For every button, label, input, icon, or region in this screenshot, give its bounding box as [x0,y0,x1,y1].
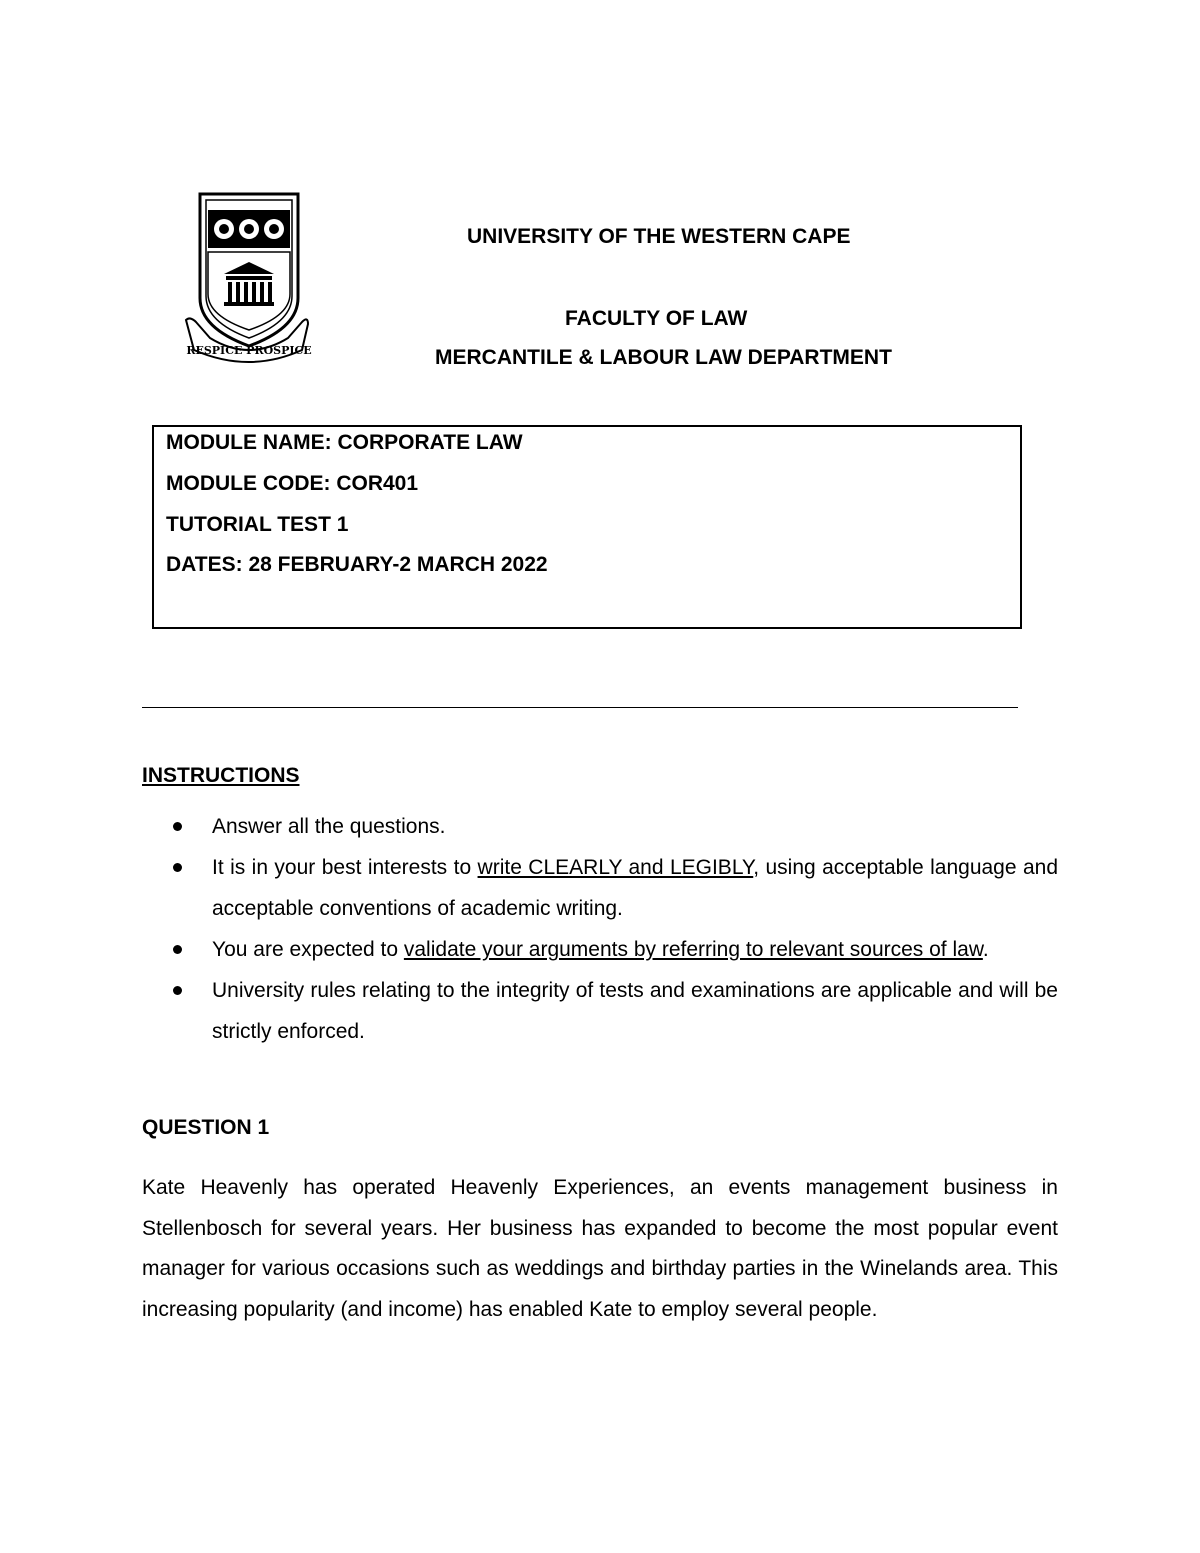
test-dates: DATES: 28 FEBRUARY-2 MARCH 2022 [166,553,548,576]
bullet-icon [173,863,182,872]
instruction-item: University rules relating to the integrity of tests and examinations are applicable and will be strictly enforced. [142,970,1058,1052]
emphasis-underline: write CLEARLY and LEGIBLY [477,856,754,879]
module-info-box [152,425,1022,629]
department-title: MERCANTILE & LABOUR LAW DEPARTMENT [435,346,892,369]
question-1-body: Kate Heavenly has operated Heavenly Experiences, an events management business in Stellenbosch for several years. Her business has expanded to become the most popular event manager for various occasions such as weddings and birthday parties in the Winelands area. This increasing popularity (and income) has enabled Kate to employ several people. [142,1176,1058,1321]
university-title: UNIVERSITY OF THE WESTERN CAPE [467,225,851,248]
bullet-icon [173,945,182,954]
instruction-item: You are expected to validate your arguments by referring to relevant sources of law. [142,929,1058,970]
test-title: TUTORIAL TEST 1 [166,513,349,536]
faculty-title: FACULTY OF LAW [565,307,748,330]
instruction-item: Answer all the questions. [142,806,1058,847]
instruction-item: It is in your best interests to write CLEARLY and LEGIBLY, using acceptable language and acceptable conventions of academic writing. [142,847,1058,929]
instructions-heading: INSTRUCTIONS [142,764,300,787]
module-code: MODULE CODE: COR401 [166,472,419,495]
bullet-icon [173,986,182,995]
instructions-list [142,806,1058,1052]
horizontal-divider [142,707,1018,708]
bullet-icon [173,822,182,831]
emphasis-underline: validate your arguments by referring to relevant sources of law [403,938,983,961]
crest-motto: RESPICE PROSPICE [186,344,312,357]
module-name: MODULE NAME: CORPORATE LAW [166,431,523,454]
university-crest-logo [180,188,312,368]
question-1-heading: QUESTION 1 [142,1116,270,1139]
